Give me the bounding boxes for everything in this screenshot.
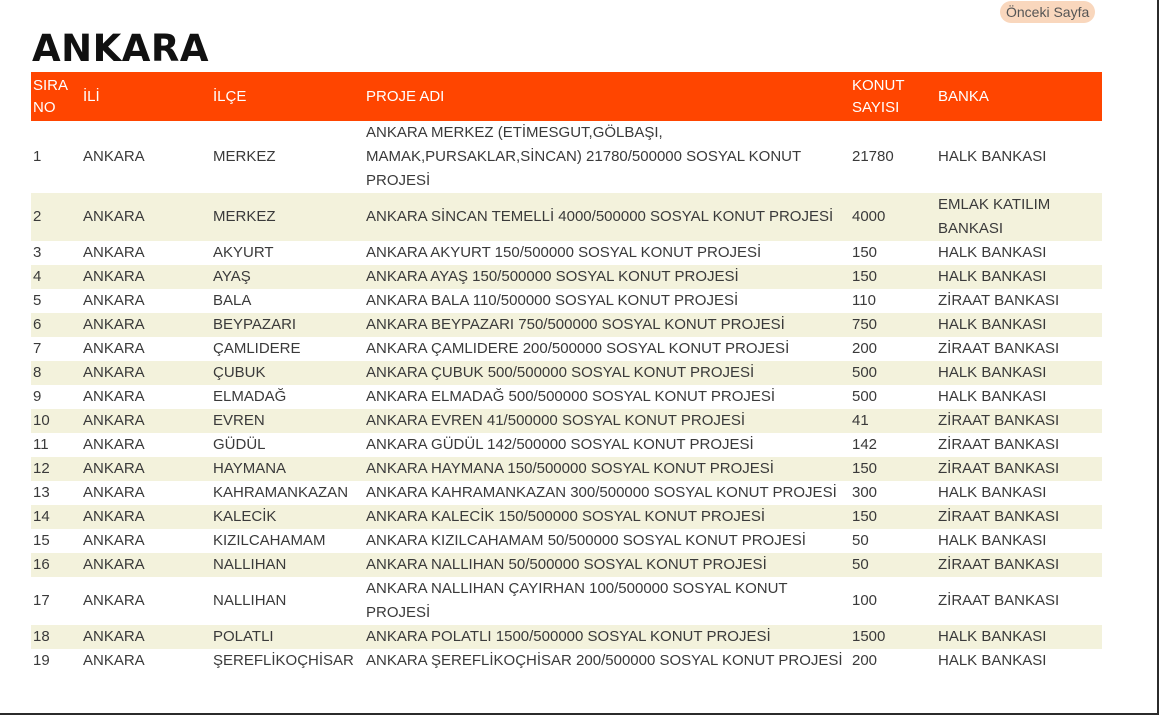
cell-banka: HALK BANKASI xyxy=(938,628,1047,645)
cell-ilce: POLATLI xyxy=(213,628,274,645)
table-row xyxy=(31,409,1102,433)
cell-proje-adi: ANKARA ELMADAĞ 500/500000 SOSYAL KONUT PROJESİ xyxy=(366,388,776,405)
cell-proje-adi: ANKARA AYAŞ 150/500000 SOSYAL KONUT PROJESİ xyxy=(366,268,739,285)
cell-proje-adi: ANKARA HAYMANA 150/500000 SOSYAL KONUT PROJESİ xyxy=(366,460,774,477)
cell-ilce: MERKEZ xyxy=(213,208,276,225)
cell-il: ANKARA xyxy=(83,292,145,309)
cell-konut-sayisi: 4000 xyxy=(852,208,886,225)
cell-banka: ZİRAAT BANKASI xyxy=(938,340,1060,357)
cell-proje-adi: ANKARA GÜDÜL 142/500000 SOSYAL KONUT PROJESİ xyxy=(366,436,754,453)
cell-banka: EMLAK KATILIM BANKASI xyxy=(938,196,1051,237)
cell-sira-no: 15 xyxy=(33,532,50,549)
cell-proje-adi: ANKARA BEYPAZARI 750/500000 SOSYAL KONUT PROJESİ xyxy=(366,316,785,333)
cell-ilce: NALLIHAN xyxy=(213,556,287,573)
table-row xyxy=(31,121,1102,193)
cell-konut-sayisi: 200 xyxy=(852,340,878,357)
previous-page-button[interactable]: Önceki Sayfa xyxy=(1000,1,1095,23)
cell-il: ANKARA xyxy=(83,508,145,525)
cell-proje-adi: ANKARA ŞEREFLİKOÇHİSAR 200/500000 SOSYAL KONUT PROJESİ xyxy=(366,652,843,669)
table-row xyxy=(31,577,1102,625)
header-text-line: NO xyxy=(33,98,56,116)
cell-ilce: NALLIHAN xyxy=(213,592,287,609)
cell-banka: HALK BANKASI xyxy=(938,652,1047,669)
cell-konut-sayisi: 150 xyxy=(852,460,878,477)
cell-ilce: BALA xyxy=(213,292,252,309)
cell-banka: ZİRAAT BANKASI xyxy=(938,556,1060,573)
cell-proje-adi: ANKARA NALLIHAN 50/500000 SOSYAL KONUT PROJESİ xyxy=(366,556,767,573)
column-header-konut-sayisi xyxy=(850,72,936,121)
cell-sira-no: 10 xyxy=(33,412,50,429)
cell-ilce: KIZILCAHAMAM xyxy=(213,532,326,549)
cell-il: ANKARA xyxy=(83,340,145,357)
cell-ilce: EVREN xyxy=(213,412,265,429)
cell-konut-sayisi: 500 xyxy=(852,388,878,405)
cell-ilce: AKYURT xyxy=(213,244,274,261)
column-header-proje-adi: PROJE ADI xyxy=(366,87,445,105)
table-row xyxy=(31,361,1102,385)
table-row xyxy=(31,649,1102,673)
cell-proje-adi: ANKARA KALECİK 150/500000 SOSYAL KONUT PROJESİ xyxy=(366,508,766,525)
cell-banka: HALK BANKASI xyxy=(938,148,1047,165)
cell-il: ANKARA xyxy=(83,436,145,453)
page-title: ANKARA xyxy=(32,27,210,70)
cell-konut-sayisi: 50 xyxy=(852,532,869,549)
table-row xyxy=(31,505,1102,529)
cell-banka: HALK BANKASI xyxy=(938,484,1047,501)
table-row xyxy=(31,529,1102,553)
cell-ilce: BEYPAZARI xyxy=(213,316,297,333)
cell-proje-adi: ANKARA POLATLI 1500/500000 SOSYAL KONUT PROJESİ xyxy=(366,628,771,645)
table-row xyxy=(31,265,1102,289)
cell-il: ANKARA xyxy=(83,484,145,501)
cell-il: ANKARA xyxy=(83,652,145,669)
cell-konut-sayisi: 750 xyxy=(852,316,878,333)
table-row xyxy=(31,625,1102,649)
cell-konut-sayisi: 150 xyxy=(852,508,878,525)
table-row xyxy=(31,481,1102,505)
cell-proje-adi: ANKARA ÇAMLIDERE 200/500000 SOSYAL KONUT PROJESİ xyxy=(366,340,790,357)
cell-proje-adi: ANKARA BALA 110/500000 SOSYAL KONUT PROJESİ xyxy=(366,292,739,309)
cell-sira-no: 12 xyxy=(33,460,50,477)
cell-sira-no: 13 xyxy=(33,484,50,501)
cell-ilce: GÜDÜL xyxy=(213,436,266,453)
table-row xyxy=(31,193,1102,241)
table-row xyxy=(31,289,1102,313)
cell-il: ANKARA xyxy=(83,460,145,477)
table-body xyxy=(31,121,1102,673)
cell-proje-adi: ANKARA KIZILCAHAMAM 50/500000 SOSYAL KONUT PROJESİ xyxy=(366,532,806,549)
cell-banka: ZİRAAT BANKASI xyxy=(938,436,1060,453)
table-row xyxy=(31,457,1102,481)
cell-sira-no: 2 xyxy=(33,208,42,225)
cell-il: ANKARA xyxy=(83,244,145,261)
cell-proje-adi: ANKARA NALLIHAN ÇAYIRHAN 100/500000 SOSYAL KONUT PROJESİ xyxy=(366,580,788,621)
cell-ilce: ÇAMLIDERE xyxy=(213,340,301,357)
cell-konut-sayisi: 150 xyxy=(852,244,878,261)
cell-sira-no: 17 xyxy=(33,592,50,609)
cell-il: ANKARA xyxy=(83,628,145,645)
cell-sira-no: 9 xyxy=(33,388,42,405)
cell-banka: ZİRAAT BANKASI xyxy=(938,508,1060,525)
cell-sira-no: 18 xyxy=(33,628,50,645)
cell-proje-adi: ANKARA ÇUBUK 500/500000 SOSYAL KONUT PROJESİ xyxy=(366,364,755,381)
cell-konut-sayisi: 50 xyxy=(852,556,869,573)
cell-sira-no: 4 xyxy=(33,268,42,285)
cell-banka: ZİRAAT BANKASI xyxy=(938,292,1060,309)
cell-konut-sayisi: 41 xyxy=(852,412,869,429)
column-header-il: İLİ xyxy=(83,87,100,105)
cell-banka: HALK BANKASI xyxy=(938,388,1047,405)
cell-sira-no: 19 xyxy=(33,652,50,669)
cell-konut-sayisi: 142 xyxy=(852,436,878,453)
cell-il: ANKARA xyxy=(83,412,145,429)
cell-ilce: KALECİK xyxy=(213,508,277,525)
cell-ilce: ÇUBUK xyxy=(213,364,266,381)
cell-il: ANKARA xyxy=(83,388,145,405)
cell-proje-adi: ANKARA EVREN 41/500000 SOSYAL KONUT PROJESİ xyxy=(366,412,746,429)
table-row xyxy=(31,241,1102,265)
cell-konut-sayisi: 500 xyxy=(852,364,878,381)
cell-il: ANKARA xyxy=(83,268,145,285)
cell-sira-no: 7 xyxy=(33,340,42,357)
projects-table xyxy=(31,72,1102,673)
cell-sira-no: 11 xyxy=(33,436,49,453)
cell-il: ANKARA xyxy=(83,364,145,381)
cell-banka: ZİRAAT BANKASI xyxy=(938,592,1060,609)
column-header-sira-no xyxy=(31,72,81,121)
cell-konut-sayisi: 21780 xyxy=(852,148,894,165)
cell-sira-no: 16 xyxy=(33,556,50,573)
column-header-banka: BANKA xyxy=(938,87,989,105)
table-row xyxy=(31,433,1102,457)
cell-il: ANKARA xyxy=(83,316,145,333)
header-text-line: KONUT xyxy=(852,76,905,94)
cell-banka: HALK BANKASI xyxy=(938,268,1047,285)
cell-sira-no: 1 xyxy=(33,148,42,165)
cell-sira-no: 5 xyxy=(33,292,42,309)
cell-ilce: ŞEREFLİKOÇHİSAR xyxy=(213,652,354,669)
cell-proje-adi: ANKARA SİNCAN TEMELLİ 4000/500000 SOSYAL KONUT PROJESİ xyxy=(366,208,834,225)
cell-konut-sayisi: 100 xyxy=(852,592,878,609)
table-row xyxy=(31,313,1102,337)
cell-ilce: AYAŞ xyxy=(213,268,251,285)
cell-sira-no: 14 xyxy=(33,508,50,525)
cell-ilce: MERKEZ xyxy=(213,148,276,165)
table-row xyxy=(31,553,1102,577)
cell-il: ANKARA xyxy=(83,556,145,573)
cell-banka: ZİRAAT BANKASI xyxy=(938,412,1060,429)
cell-konut-sayisi: 150 xyxy=(852,268,878,285)
cell-il: ANKARA xyxy=(83,148,145,165)
cell-ilce: ELMADAĞ xyxy=(213,388,287,405)
header-text-line: SAYISI xyxy=(852,98,900,116)
table-row xyxy=(31,337,1102,361)
cell-banka: HALK BANKASI xyxy=(938,364,1047,381)
table-row xyxy=(31,385,1102,409)
cell-il: ANKARA xyxy=(83,208,145,225)
cell-proje-adi: ANKARA AKYURT 150/500000 SOSYAL KONUT PROJESİ xyxy=(366,244,762,261)
cell-proje-adi: ANKARA KAHRAMANKAZAN 300/500000 SOSYAL KONUT PROJESİ xyxy=(366,484,837,501)
cell-banka: HALK BANKASI xyxy=(938,244,1047,261)
cell-banka: ZİRAAT BANKASI xyxy=(938,460,1060,477)
table-header-row xyxy=(31,72,1102,121)
cell-sira-no: 3 xyxy=(33,244,42,261)
cell-banka: HALK BANKASI xyxy=(938,316,1047,333)
cell-il: ANKARA xyxy=(83,592,145,609)
cell-sira-no: 8 xyxy=(33,364,42,381)
cell-banka: HALK BANKASI xyxy=(938,532,1047,549)
cell-sira-no: 6 xyxy=(33,316,42,333)
cell-konut-sayisi: 200 xyxy=(852,652,878,669)
cell-konut-sayisi: 110 xyxy=(852,292,876,309)
column-header-ilce: İLÇE xyxy=(213,87,247,105)
cell-il: ANKARA xyxy=(83,532,145,549)
cell-konut-sayisi: 1500 xyxy=(852,628,886,645)
cell-proje-adi: ANKARA MERKEZ (ETİMESGUT,GÖLBAŞI, MAMAK,PURSAKLAR,SİNCAN) 21780/500000 SOSYAL KONUT PROJESİ xyxy=(366,124,801,189)
cell-konut-sayisi: 300 xyxy=(852,484,878,501)
header-text-line: SIRA xyxy=(33,76,69,94)
cell-ilce: HAYMANA xyxy=(213,460,287,477)
cell-ilce: KAHRAMANKAZAN xyxy=(213,484,349,501)
